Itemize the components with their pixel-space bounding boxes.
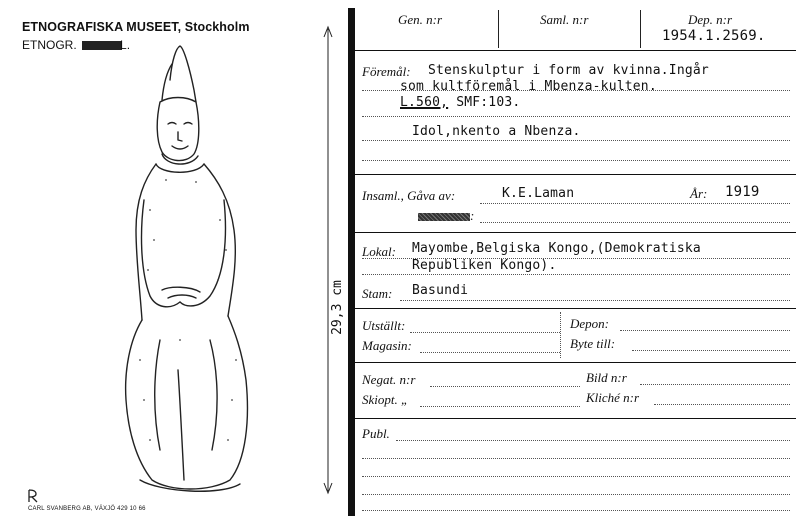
year-value: 1919 bbox=[725, 184, 760, 200]
ruled-line bbox=[410, 332, 560, 333]
reference-smf: SMF:103. bbox=[456, 95, 521, 110]
museum-title: ETNOGRAFISKA MUSEET, Stockholm bbox=[22, 20, 250, 34]
ruled-line bbox=[362, 90, 790, 91]
ruled-line bbox=[362, 258, 790, 259]
ruled-line bbox=[430, 386, 580, 387]
struck-field bbox=[418, 208, 474, 224]
ruled-line bbox=[362, 510, 790, 511]
ruled-line bbox=[400, 300, 790, 301]
sculpture-illustration bbox=[100, 40, 290, 500]
ruled-line bbox=[480, 203, 790, 204]
ruled-line bbox=[640, 384, 790, 385]
printer-imprint: CARL SVANBERG AB, VÄXJÖ 429 10 66 bbox=[28, 506, 146, 512]
header-divider bbox=[498, 10, 499, 48]
byte-till-label: Byte till: bbox=[570, 336, 616, 351]
skiopt-label: Skiopt. „ bbox=[362, 392, 409, 407]
publ-label: Publ. bbox=[362, 426, 390, 441]
ruled-line bbox=[620, 330, 790, 331]
ruled-line bbox=[362, 160, 790, 161]
kliche-label: Kliché n:r bbox=[586, 390, 640, 405]
ruled-line bbox=[362, 476, 790, 477]
reference-l560: L.560, bbox=[400, 95, 449, 110]
foremal-line-2: som kultföremål i Mbenza-kulten. bbox=[400, 79, 657, 94]
foremal-line-1: Stenskulptur i form av kvinna.Ingår bbox=[428, 63, 709, 78]
insaml-value: K.E.Laman bbox=[502, 186, 575, 201]
lokal-line-1: Mayombe,Belgiska Kongo,(Demokratiska bbox=[412, 241, 701, 256]
stam-value: Basundi bbox=[412, 283, 469, 298]
ruled-line bbox=[362, 116, 790, 117]
column-divider bbox=[560, 312, 561, 358]
year-label: År: bbox=[690, 186, 708, 201]
header-divider bbox=[640, 10, 641, 48]
saml-nr-label: Saml. n:r bbox=[540, 12, 589, 27]
ruled-line bbox=[480, 222, 790, 223]
ruled-line bbox=[396, 440, 790, 441]
struck-label-colon: : bbox=[470, 208, 475, 223]
dep-nr-label: Dep. n:r bbox=[688, 12, 733, 27]
dimension-arrow bbox=[318, 25, 338, 495]
negat-label: Negat. n:r bbox=[362, 372, 416, 387]
section-rule bbox=[355, 232, 796, 233]
lokal-line-2: Republiken Kongo). bbox=[412, 258, 557, 273]
printer-logo-icon bbox=[26, 488, 40, 504]
insaml-label: Insaml., Gåva av: bbox=[362, 188, 456, 203]
ruled-line bbox=[420, 352, 560, 353]
header-rule bbox=[355, 50, 796, 51]
struck-label-mark bbox=[418, 213, 470, 221]
stam-label: Stam: bbox=[362, 286, 393, 301]
section-rule bbox=[355, 418, 796, 419]
foremal-line-3 bbox=[400, 95, 520, 110]
dep-nr-value: 1954.1.2569. bbox=[662, 28, 766, 44]
ruled-line bbox=[632, 350, 790, 351]
section-rule bbox=[355, 308, 796, 309]
ruled-line bbox=[362, 494, 790, 495]
foremal-label: Föremål: bbox=[362, 64, 411, 79]
foremal-line-4: Idol,nkento a Nbenza. bbox=[412, 124, 581, 139]
ruled-line bbox=[654, 404, 790, 405]
section-rule bbox=[355, 174, 796, 175]
lokal-label: Lokal: bbox=[362, 244, 396, 259]
section-rule bbox=[355, 362, 796, 363]
ruled-line bbox=[362, 140, 790, 141]
gen-nr-label: Gen. n:r bbox=[398, 12, 443, 27]
depon-label: Depon: bbox=[570, 316, 609, 331]
bild-label: Bild n:r bbox=[586, 370, 627, 385]
magasin-label: Magasin: bbox=[362, 338, 412, 353]
etnogr-prefix: ETNOGR. bbox=[22, 38, 77, 52]
ruled-line bbox=[362, 458, 790, 459]
etnogr-suffix: L. bbox=[120, 38, 131, 52]
ruled-line bbox=[420, 406, 580, 407]
dimension-label: 29,3 cm bbox=[329, 280, 345, 335]
utstallt-label: Utställt: bbox=[362, 318, 406, 333]
card-binding-bar bbox=[348, 8, 355, 516]
ruled-line bbox=[362, 274, 790, 275]
